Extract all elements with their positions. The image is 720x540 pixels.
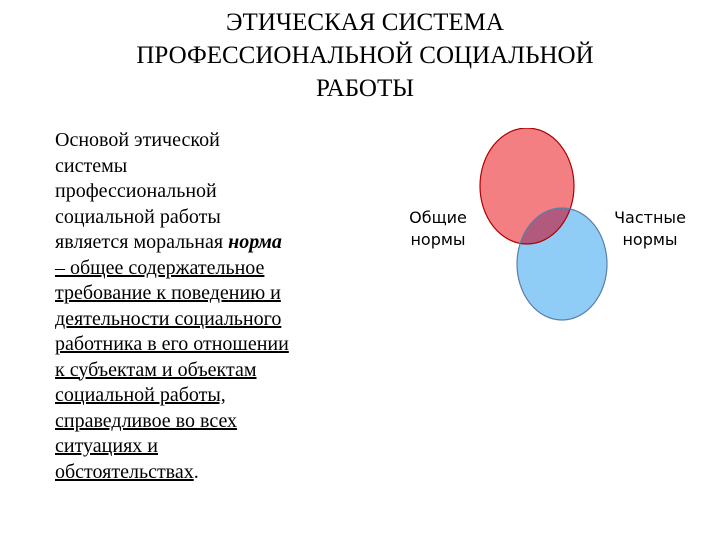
final-punctuation: . (193, 460, 199, 483)
private-norms-label (596, 207, 704, 251)
definition-line: требование к поведению и (55, 282, 281, 304)
body-line: системы (55, 154, 128, 177)
slide-title (60, 6, 670, 105)
definition-line: ситуациях и (55, 435, 158, 457)
private-norms-label-line-1: Частные (614, 208, 686, 227)
general-norms-label-line-2: нормы (410, 230, 466, 249)
body-line: профессиональной (55, 180, 217, 202)
definition-paragraph (55, 128, 355, 485)
body-line: Основой этической (55, 129, 220, 151)
definition-last-line (55, 460, 355, 486)
definition-line: справедливое во всех (55, 409, 238, 432)
title-line-3: РАБОТЫ (315, 75, 415, 102)
definition-line: социальной работы, (55, 384, 226, 406)
key-term: норма (228, 231, 282, 253)
definition-line: к субъектам и объектам (55, 358, 257, 381)
title-line-1: ЭТИЧЕСКАЯ СИСТЕМА (226, 9, 504, 36)
private-norms-label-line-2: нормы (622, 230, 678, 249)
definition-line: обстоятельствах (55, 460, 194, 483)
general-norms-label-line-1: Общие (409, 208, 467, 227)
definition-line: деятельности социального (55, 307, 282, 330)
general-norms-label (398, 207, 478, 251)
body-line-with-term (55, 230, 355, 256)
definition-line: – общее содержательное (55, 256, 265, 279)
body-line: социальной работы (55, 205, 221, 228)
definition-line: работника в его отношении (55, 333, 289, 355)
title-line-2: ПРОФЕССИОНАЛЬНОЙ СОЦИАЛЬНОЙ (136, 42, 594, 69)
body-line-lead: является моральная (55, 231, 229, 253)
